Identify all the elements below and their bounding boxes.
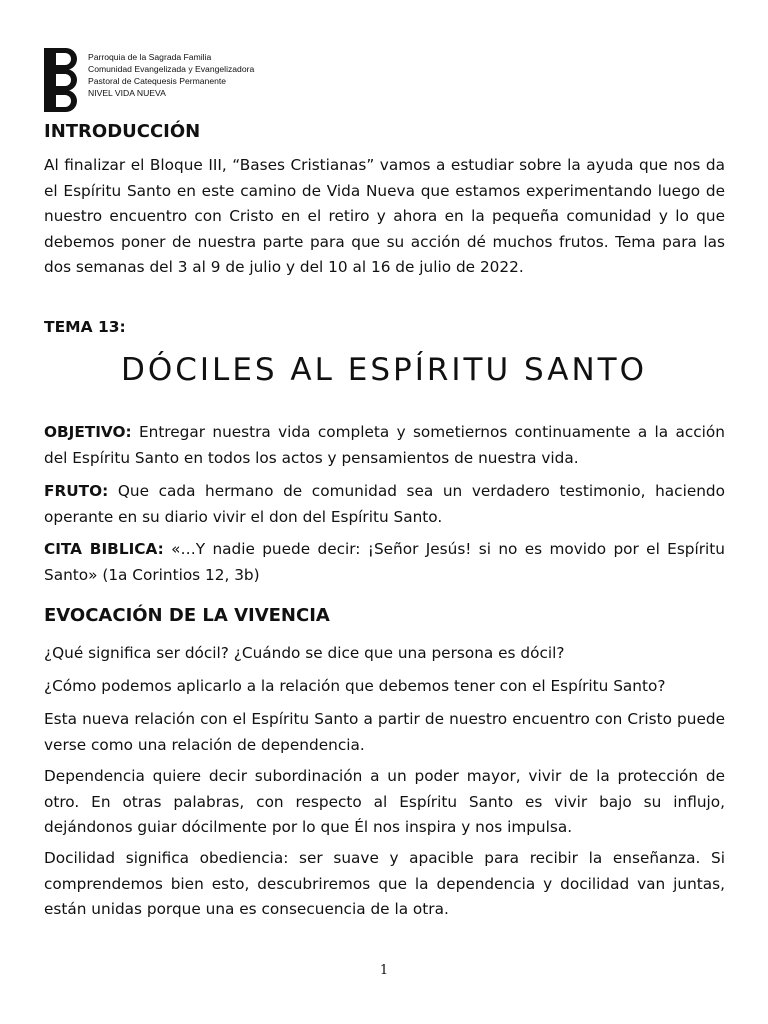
cita-paragraph bbox=[44, 537, 725, 588]
tema-title: DÓCILES AL ESPÍRITU SANTO bbox=[120, 352, 648, 388]
objetivo-text: Entregar nuestra vida completa y sometiernos continuamente a la acción del Espíritu Santo en todos los actos y pensamientos de nuestra vida. bbox=[44, 423, 725, 467]
parish-logo bbox=[44, 48, 77, 112]
parish-header bbox=[88, 51, 254, 99]
header-line-community: Comunidad Evangelizada y Evangelizadora bbox=[88, 64, 255, 74]
fruto-text: Que cada hermano de comunidad sea un verdadero testimonio, haciendo operante en su diario vivir el don del Espíritu Santo. bbox=[44, 482, 725, 526]
fruto-paragraph bbox=[44, 479, 725, 530]
evocacion-paragraph: Dependencia quiere decir subordinación a un poder mayor, vivir de la protección de otro. En otras palabras, con respecto al Espíritu Santo es vivir bajo su influjo, dejándonos guiar dócilmente por lo que Él nos inspira y nos impulsa. bbox=[44, 767, 725, 837]
header-line-level: NIVEL VIDA NUEVA bbox=[88, 88, 166, 98]
evocacion-paragraph: ¿Qué significa ser dócil? ¿Cuándo se dice que una persona es dócil? bbox=[44, 644, 565, 662]
evocacion-paragraph: Docilidad significa obediencia: ser suave y apacible para recibir la enseñanza. Si comprendemos bien esto, descubriremos que la dependencia y docilidad van juntas, están unidas porque una es consecuencia de la otra. bbox=[44, 849, 725, 919]
evocacion-paragraph: ¿Cómo podemos aplicarlo a la relación que debemos tener con el Espíritu Santo? bbox=[44, 677, 666, 695]
fruto-label: FRUTO: bbox=[44, 482, 109, 500]
objetivo-paragraph bbox=[44, 420, 725, 471]
header-line-pastoral: Pastoral de Catequesis Permanente bbox=[88, 76, 227, 86]
header-line-parish: Parroquia de la Sagrada Familia bbox=[88, 52, 212, 62]
intro-paragraph: Al finalizar el Bloque III, “Bases Cristianas” vamos a estudiar sobre la ayuda que nos da el Espíritu Santo en este camino de Vida Nueva que estamos experimentando luego de nuestro encuentro con Cristo en el retiro y ahora en la pequeña comunidad y lo que debemos poner de nuestra parte para que su acción dé muchos frutos. Tema para las dos semanas del 3 al 9 de julio y del 10 al 16 de julio de 2022. bbox=[44, 156, 725, 277]
cita-label: CITA BIBLICA: bbox=[44, 540, 164, 558]
page-number: 1 bbox=[379, 963, 389, 978]
tema-label: TEMA 13: bbox=[44, 318, 126, 336]
evocacion-heading: EVOCACIÓN DE LA VIVENCIA bbox=[44, 605, 330, 626]
cita-text: «…Y nadie puede decir: ¡Señor Jesús! si no es movido por el Espíritu Santo» (1a Corintios 12, 3b) bbox=[44, 540, 725, 584]
objetivo-label: OBJETIVO: bbox=[44, 423, 132, 441]
intro-heading: INTRODUCCIÓN bbox=[44, 121, 201, 142]
evocacion-paragraph: Esta nueva relación con el Espíritu Santo a partir de nuestro encuentro con Cristo puede verse como una relación de dependencia. bbox=[44, 710, 725, 754]
